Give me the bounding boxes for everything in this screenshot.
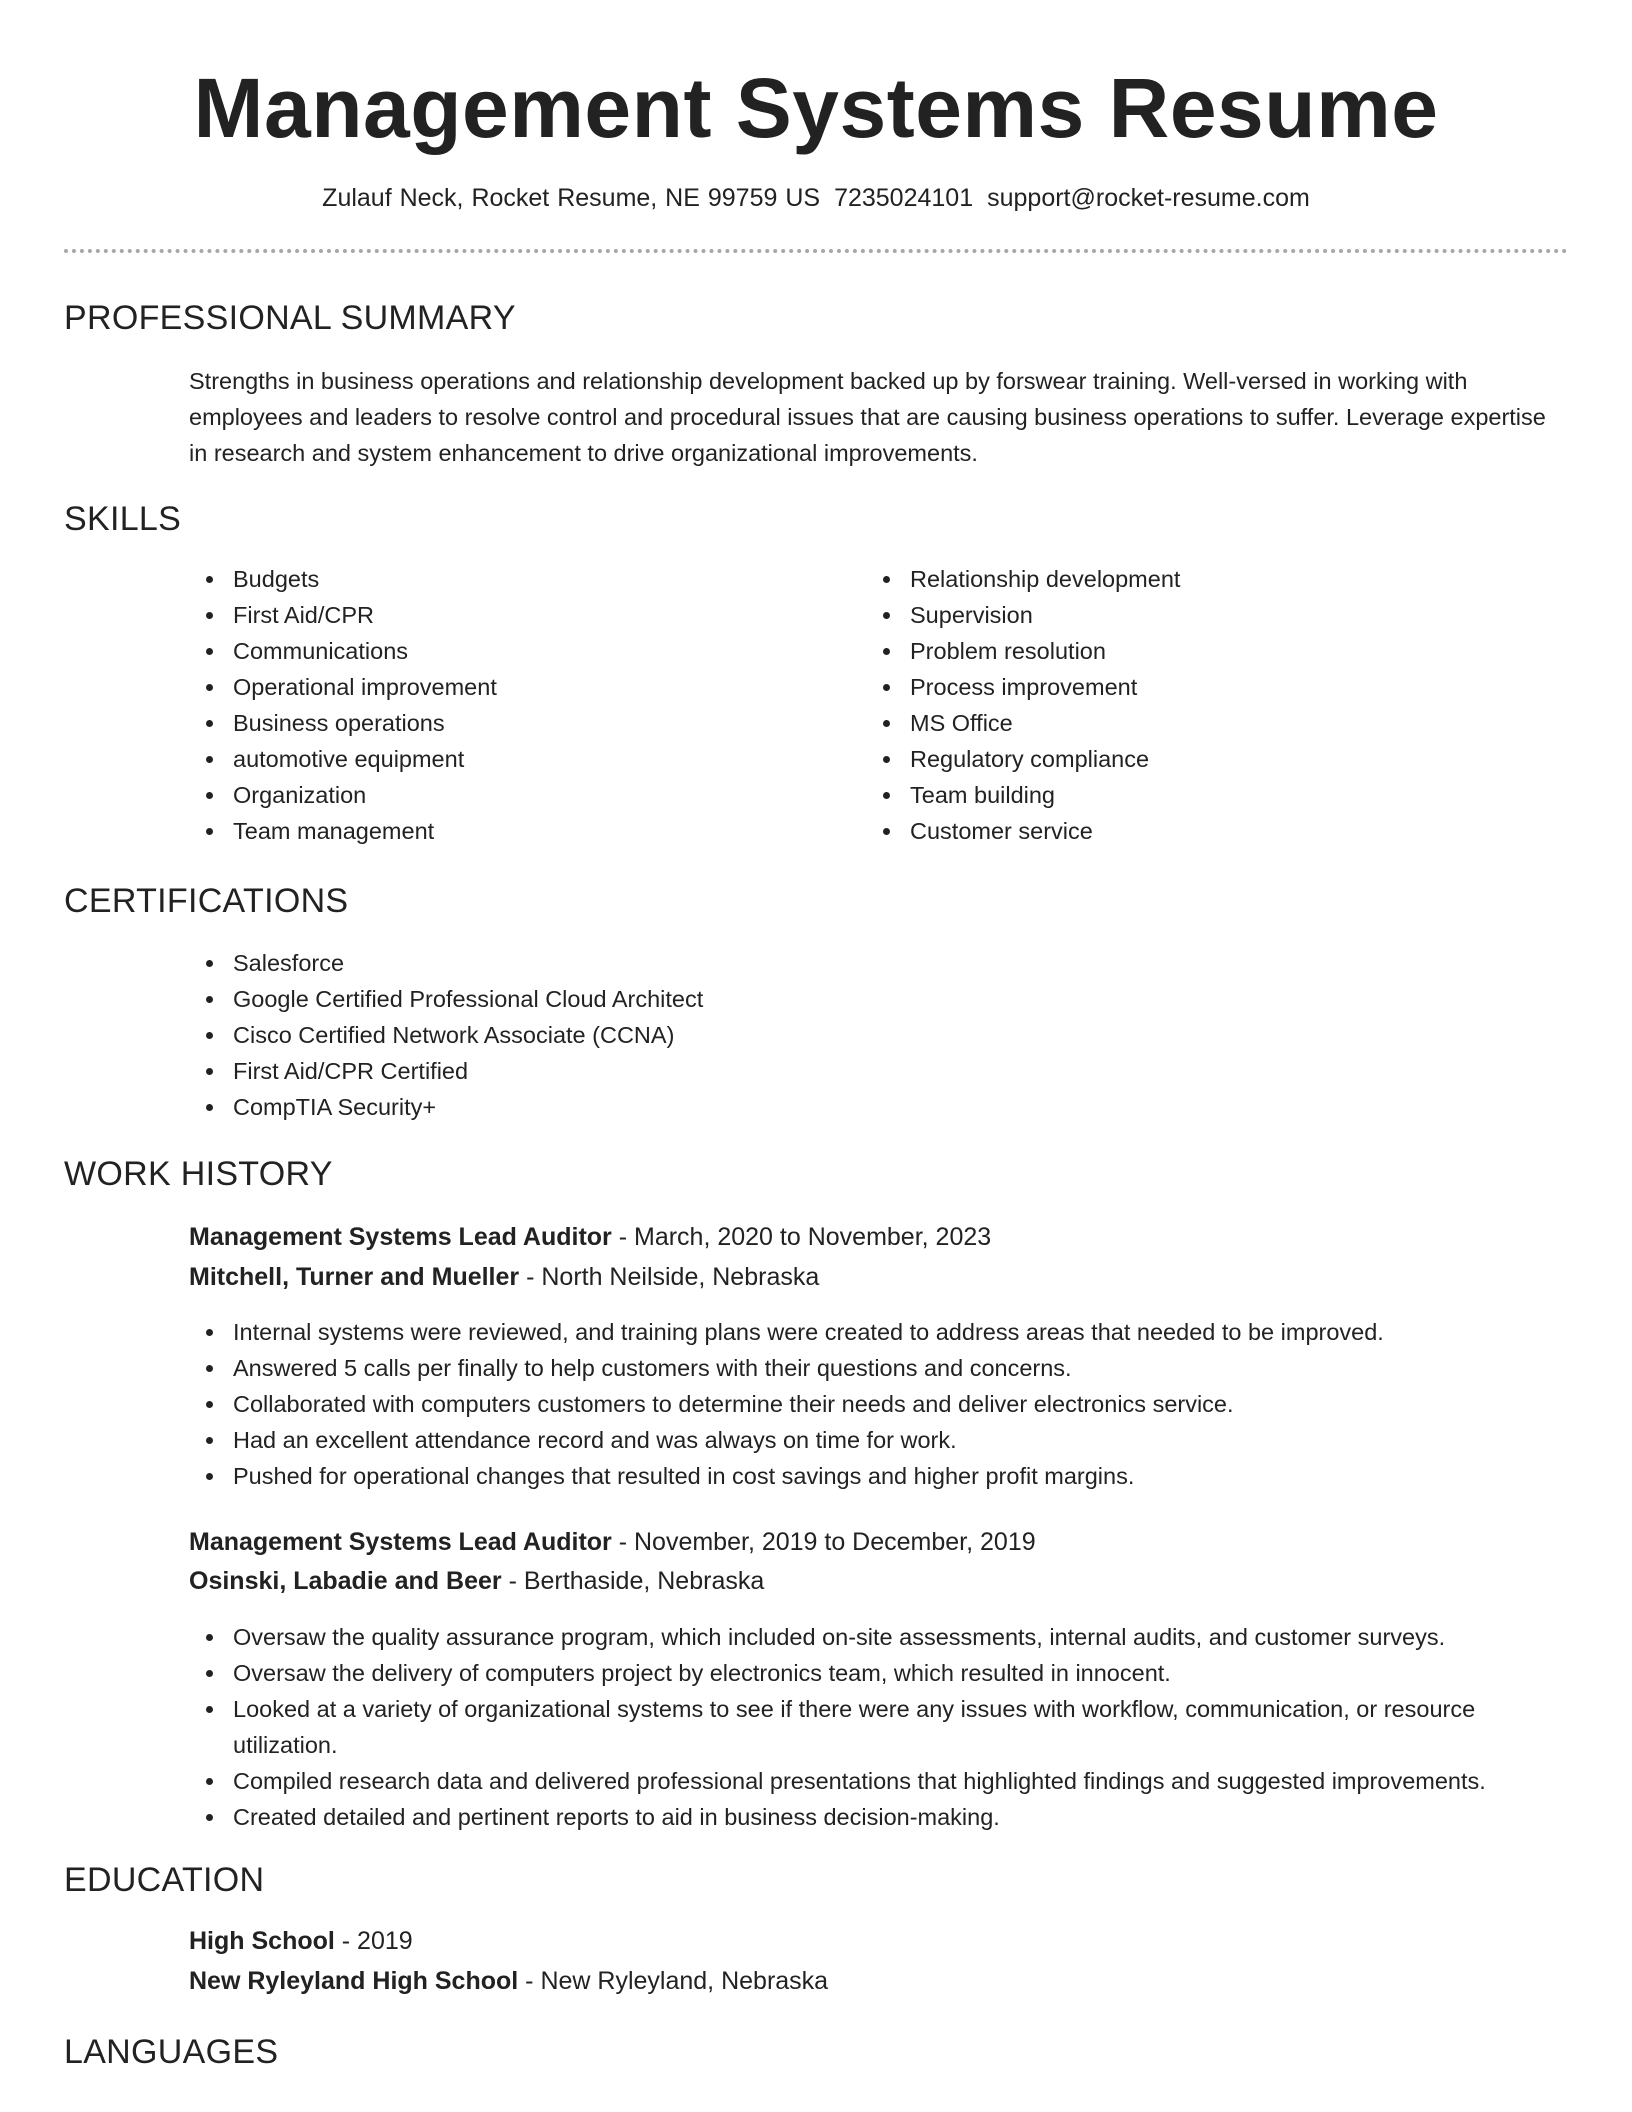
list-item: Looked at a variety of organizational systems to see if there were any issues with workflow, communication, or resource utilization. — [189, 1691, 1581, 1763]
job-company-line — [189, 1562, 764, 1600]
job-company-line — [189, 1258, 819, 1296]
summary-text: Strengths in business operations and relationship development backed up by forswear training. Well-versed in working with employees and leaders to resolve control and procedural issues that are causing business operations to suffer. Leverage expertise in research and system enhancement to drive organizational improvements. — [189, 368, 1546, 466]
education-degree: High School — [189, 1927, 335, 1955]
job-title: Management Systems Lead Auditor — [189, 1528, 612, 1556]
list-item: Budgets — [189, 561, 849, 597]
list-item: First Aid/CPR — [189, 597, 849, 633]
list-item: Salesforce — [189, 945, 1489, 981]
job-title: Management Systems Lead Auditor — [189, 1223, 612, 1251]
list-item: Collaborated with computers customers to determine their needs and deliver electronics service. — [189, 1386, 1569, 1422]
job-location: - Berthaside, Nebraska — [501, 1567, 765, 1595]
skills-list-right — [866, 561, 1546, 849]
header-divider — [64, 249, 1568, 253]
list-item: Google Certified Professional Cloud Architect — [189, 981, 1489, 1017]
list-item: Pushed for operational changes that resulted in cost savings and higher profit margins. — [189, 1458, 1569, 1494]
list-item: Answered 5 calls per finally to help customers with their questions and concerns. — [189, 1350, 1569, 1386]
job-title-line — [189, 1218, 991, 1256]
certifications-list — [189, 945, 1489, 1125]
list-item: Business operations — [189, 705, 849, 741]
job-dates: - March, 2020 to November, 2023 — [611, 1223, 992, 1251]
list-item: automotive equipment — [189, 741, 849, 777]
list-item: Operational improvement — [189, 669, 849, 705]
list-item: Compiled research data and delivered professional presentations that highlighted findings and suggested improvements. — [189, 1763, 1581, 1799]
work-history-heading: WORK HISTORY — [64, 1155, 333, 1193]
job-dates: - November, 2019 to December, 2019 — [611, 1528, 1036, 1556]
list-item: First Aid/CPR Certified — [189, 1053, 1489, 1089]
job-bullets — [189, 1619, 1581, 1835]
job-company: Osinski, Labadie and Beer — [189, 1567, 502, 1595]
list-item: Cisco Certified Network Associate (CCNA) — [189, 1017, 1489, 1053]
job-company: Mitchell, Turner and Mueller — [189, 1263, 520, 1291]
certifications-heading: CERTIFICATIONS — [64, 882, 349, 920]
list-item: CompTIA Security+ — [189, 1089, 1489, 1125]
list-item: Problem resolution — [866, 633, 1546, 669]
education-year: - 2019 — [334, 1927, 413, 1955]
list-item: Relationship development — [866, 561, 1546, 597]
list-item: Team building — [866, 777, 1546, 813]
list-item: MS Office — [866, 705, 1546, 741]
education-heading: EDUCATION — [64, 1861, 265, 1899]
education-school-line — [189, 1962, 828, 2000]
job-title-line — [189, 1523, 1036, 1561]
skills-list-left — [189, 561, 849, 849]
job-bullets — [189, 1314, 1569, 1494]
job-location: - North Neilside, Nebraska — [519, 1263, 820, 1291]
list-item: Created detailed and pertinent reports to aid in business decision-making. — [189, 1799, 1581, 1835]
list-item: Supervision — [866, 597, 1546, 633]
list-item: Communications — [189, 633, 849, 669]
list-item: Organization — [189, 777, 849, 813]
contact-address: Zulauf Neck, Rocket Resume, NE 99759 US — [322, 184, 821, 212]
contact-email: support@rocket-resume.com — [987, 184, 1310, 212]
summary-heading: PROFESSIONAL SUMMARY — [64, 299, 516, 337]
languages-heading: LANGUAGES — [64, 2033, 279, 2071]
list-item: Oversaw the quality assurance program, which included on-site assessments, internal audits, and customer surveys. — [189, 1619, 1581, 1655]
education-degree-line — [189, 1922, 413, 1960]
resume-title: Management Systems Resume — [193, 61, 1439, 155]
education-school: New Ryleyland High School — [189, 1967, 519, 1995]
skills-heading: SKILLS — [64, 500, 182, 538]
contact-phone: 7235024101 — [834, 184, 974, 212]
list-item: Had an excellent attendance record and was always on time for work. — [189, 1422, 1569, 1458]
list-item: Internal systems were reviewed, and training plans were created to address areas that needed to be improved. — [189, 1314, 1569, 1350]
list-item: Process improvement — [866, 669, 1546, 705]
contact-line — [0, 180, 1632, 216]
education-location: - New Ryleyland, Nebraska — [518, 1967, 829, 1995]
list-item: Oversaw the delivery of computers project by electronics team, which resulted in innocent. — [189, 1655, 1581, 1691]
list-item: Team management — [189, 813, 849, 849]
list-item: Regulatory compliance — [866, 741, 1546, 777]
list-item: Customer service — [866, 813, 1546, 849]
